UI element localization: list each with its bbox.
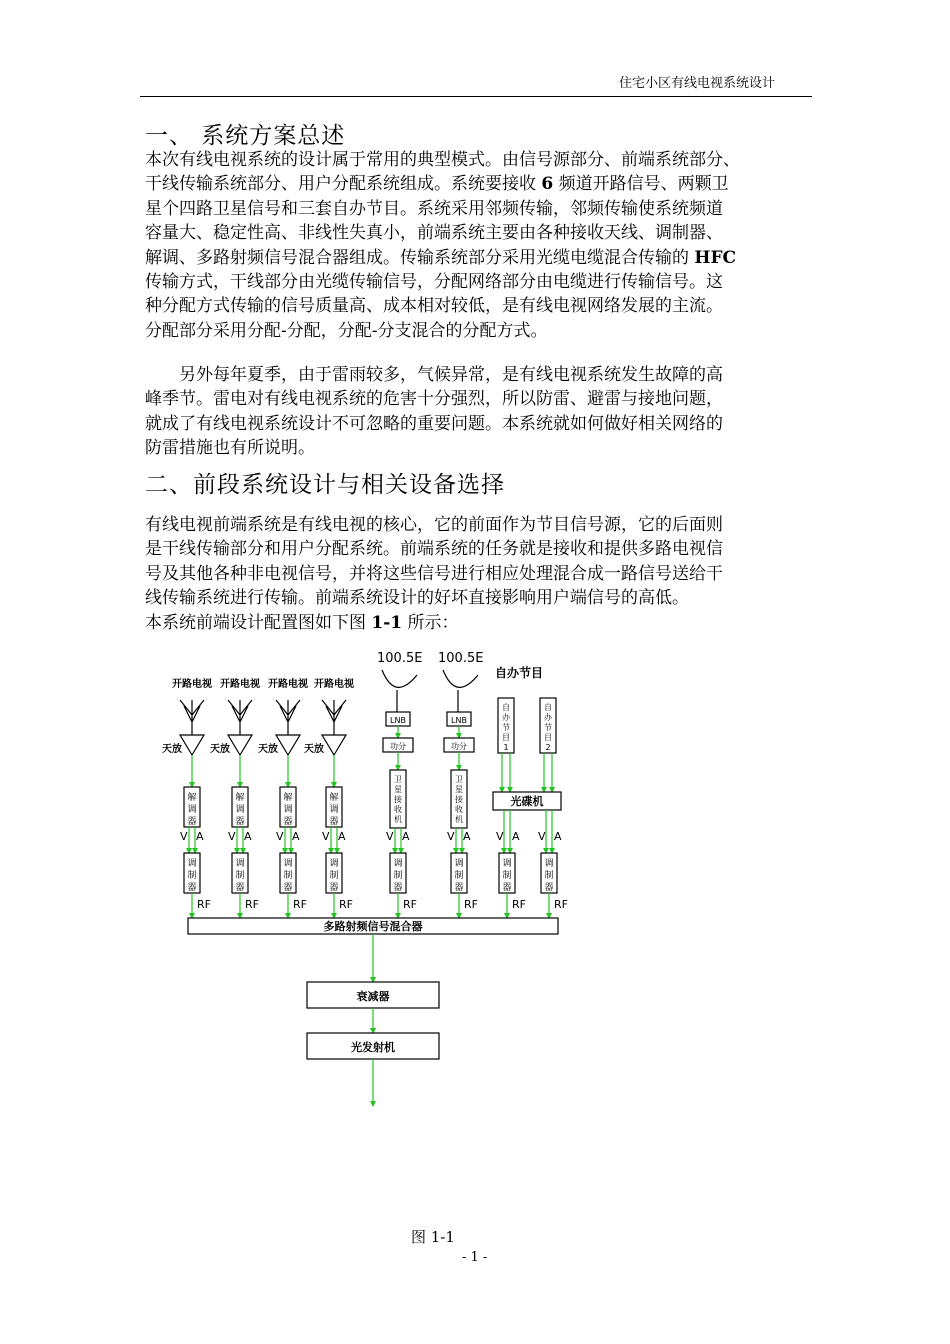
a-label: A [402,830,410,843]
text-line: 分配部分采用分配-分配，分配-分支混合的分配方式。 [145,320,548,341]
page-header: 住宅小区有线电视系统设计 [619,76,776,91]
text-line: 传输方式，干线部分由光缆传输信号，分配网络部分由电缆进行传输信号。这 [145,272,723,293]
self-program-title: 自办节目 [495,666,544,680]
optical-transmitter-label: 光发射机 [351,1041,395,1054]
rf-label: RF [293,898,307,911]
a-label: A [196,830,204,843]
demodulator-label: 解调器 [187,793,197,827]
section-1-heading: 一、 系统方案总述 [145,123,346,149]
modulator-label: 调制器 [393,859,403,893]
text-line: 容量大、稳定性高、非线性失真小，前端系统主要由各种接收天线、调制器、 [145,223,723,244]
self-program-label: 自办节目 1 [502,703,510,752]
a-label: A [338,830,346,843]
amplifier-icon [276,735,300,755]
attenuator-label: 衰减器 [356,990,390,1003]
a-label: A [554,830,562,843]
satellite-label: 100.5E [377,651,423,666]
a-label: A [512,830,520,843]
lnb-label: LNB [451,716,467,725]
text-line: 有线电视前端系统是有线电视的核心，它的前面作为节目信号源，它的后面则 [145,515,723,535]
amplifier-label: 天放 [258,744,278,755]
text-line: 峰季节。雷电对有线电视系统的危害十分强烈，所以防雷、避雷与接地问题， [145,389,723,410]
v-label: V [447,830,455,843]
open-tv-label: 开路电视 [314,679,354,690]
amplifier-label: 天放 [304,744,324,755]
text-line: 是干线传输部分和用户分配系统。前端系统的任务就是接收和提供多路电视信 [145,539,723,560]
rf-label: RF [512,898,526,911]
demodulator-label: 解调器 [283,793,293,827]
rf-label: RF [197,898,211,911]
v-label: V [538,830,546,843]
headend-diagram [150,640,590,1110]
satellite-dish-icon [443,670,478,687]
header-rule [140,96,812,97]
amplifier-icon [228,735,252,755]
amplifier-icon [322,735,346,755]
text-line: 就成了有线电视系统设计不可忽略的重要问题。本系统就如何做好相关网络的 [145,413,723,434]
mixer-label: 多路射频信号混合器 [323,920,423,933]
text-line: 防雷措施也有所说明。 [145,438,315,459]
text-line: 解调、多路射频信号混合器组成。传输系统部分采用光缆电缆混合传输的 HFC [145,247,737,268]
antenna-icon [288,700,300,715]
modulator-label: 调制器 [502,859,512,893]
rf-label: RF [403,898,417,911]
splitter-label: 功分 [390,742,406,751]
section-1-paragraph-2 [145,363,813,461]
satellite-dish-icon [382,670,417,687]
page-number: - 1 - [462,1250,488,1265]
arrow-icon [370,1101,376,1107]
antenna-icon [240,700,252,715]
text-line: 干线传输系统部分、用户分配系统组成。系统要接收 6 频道开路信号、两颗卫 [145,174,729,195]
a-label: A [292,830,300,843]
section-2-paragraph-1 [145,513,813,635]
lnb-label: LNB [390,716,406,725]
text-line: 本次有线电视系统的设计属于常用的典型模式。由信号源部分、前端系统部分、 [145,150,740,170]
v-label: V [496,830,504,843]
modulator-label: 调制器 [187,859,197,893]
splitter-label: 功分 [451,742,467,751]
antenna-icon [228,700,240,715]
antenna-icon [276,700,288,715]
modulator-label: 调制器 [454,859,464,893]
modulator-label: 调制器 [235,859,245,893]
disc-player-label: 光碟机 [510,795,544,808]
modulator-label: 调制器 [283,859,293,893]
open-tv-label: 开路电视 [220,679,260,690]
satellite-receiver-label: 卫星接收机 [394,775,402,824]
text-line: 种分配方式传输的信号质量高、成本相对较低，是有线电视网络发展的主流。 [145,296,723,317]
open-tv-label: 开路电视 [172,679,212,690]
text-line: 本系统前端设计配置图如下图 1-1 所示： [145,612,459,633]
rf-label: RF [245,898,259,911]
rf-label: RF [554,898,568,911]
v-label: V [276,830,284,843]
antenna-icon [334,700,346,715]
text-line: 线传输系统进行传输。前端系统设计的好坏直接影响用户端信号的高低。 [145,588,689,609]
satellite-receiver-label: 卫星接收机 [455,775,463,824]
modulator-label: 调制器 [329,859,339,893]
satellite-label: 100.5E [438,651,484,666]
v-label: V [228,830,236,843]
rf-label: RF [464,898,478,911]
section-1-paragraph-1 [145,148,813,343]
demodulator-label: 解调器 [235,793,245,827]
rf-label: RF [339,898,353,911]
v-label: V [386,830,394,843]
antenna-icon [322,700,334,715]
text-line: 号及其他各种非电视信号，并将这些信号进行相应处理混合成一路信号送给干 [145,563,723,584]
amplifier-label: 天放 [162,744,182,755]
open-tv-label: 开路电视 [268,679,308,690]
v-label: V [180,830,188,843]
figure-caption: 图 1-1 [411,1228,455,1246]
antenna-icon [180,700,192,715]
a-label: A [244,830,252,843]
modulator-label: 调制器 [544,859,554,893]
v-label: V [322,830,330,843]
amplifier-icon [180,735,204,755]
demodulator-label: 解调器 [329,793,339,827]
text-line: 另外每年夏季，由于雷雨较多，气候异常，是有线电视系统发生故障的高 [179,365,723,385]
self-program-label: 自办节目 2 [544,703,552,752]
antenna-icon [192,700,204,715]
text-line: 星个四路卫星信号和三套自办节目。系统采用邻频传输，邻频传输使系统频道 [145,198,723,219]
a-label: A [463,830,471,843]
section-2-heading: 二、前段系统设计与相关设备选择 [145,472,505,498]
amplifier-label: 天放 [210,744,230,755]
